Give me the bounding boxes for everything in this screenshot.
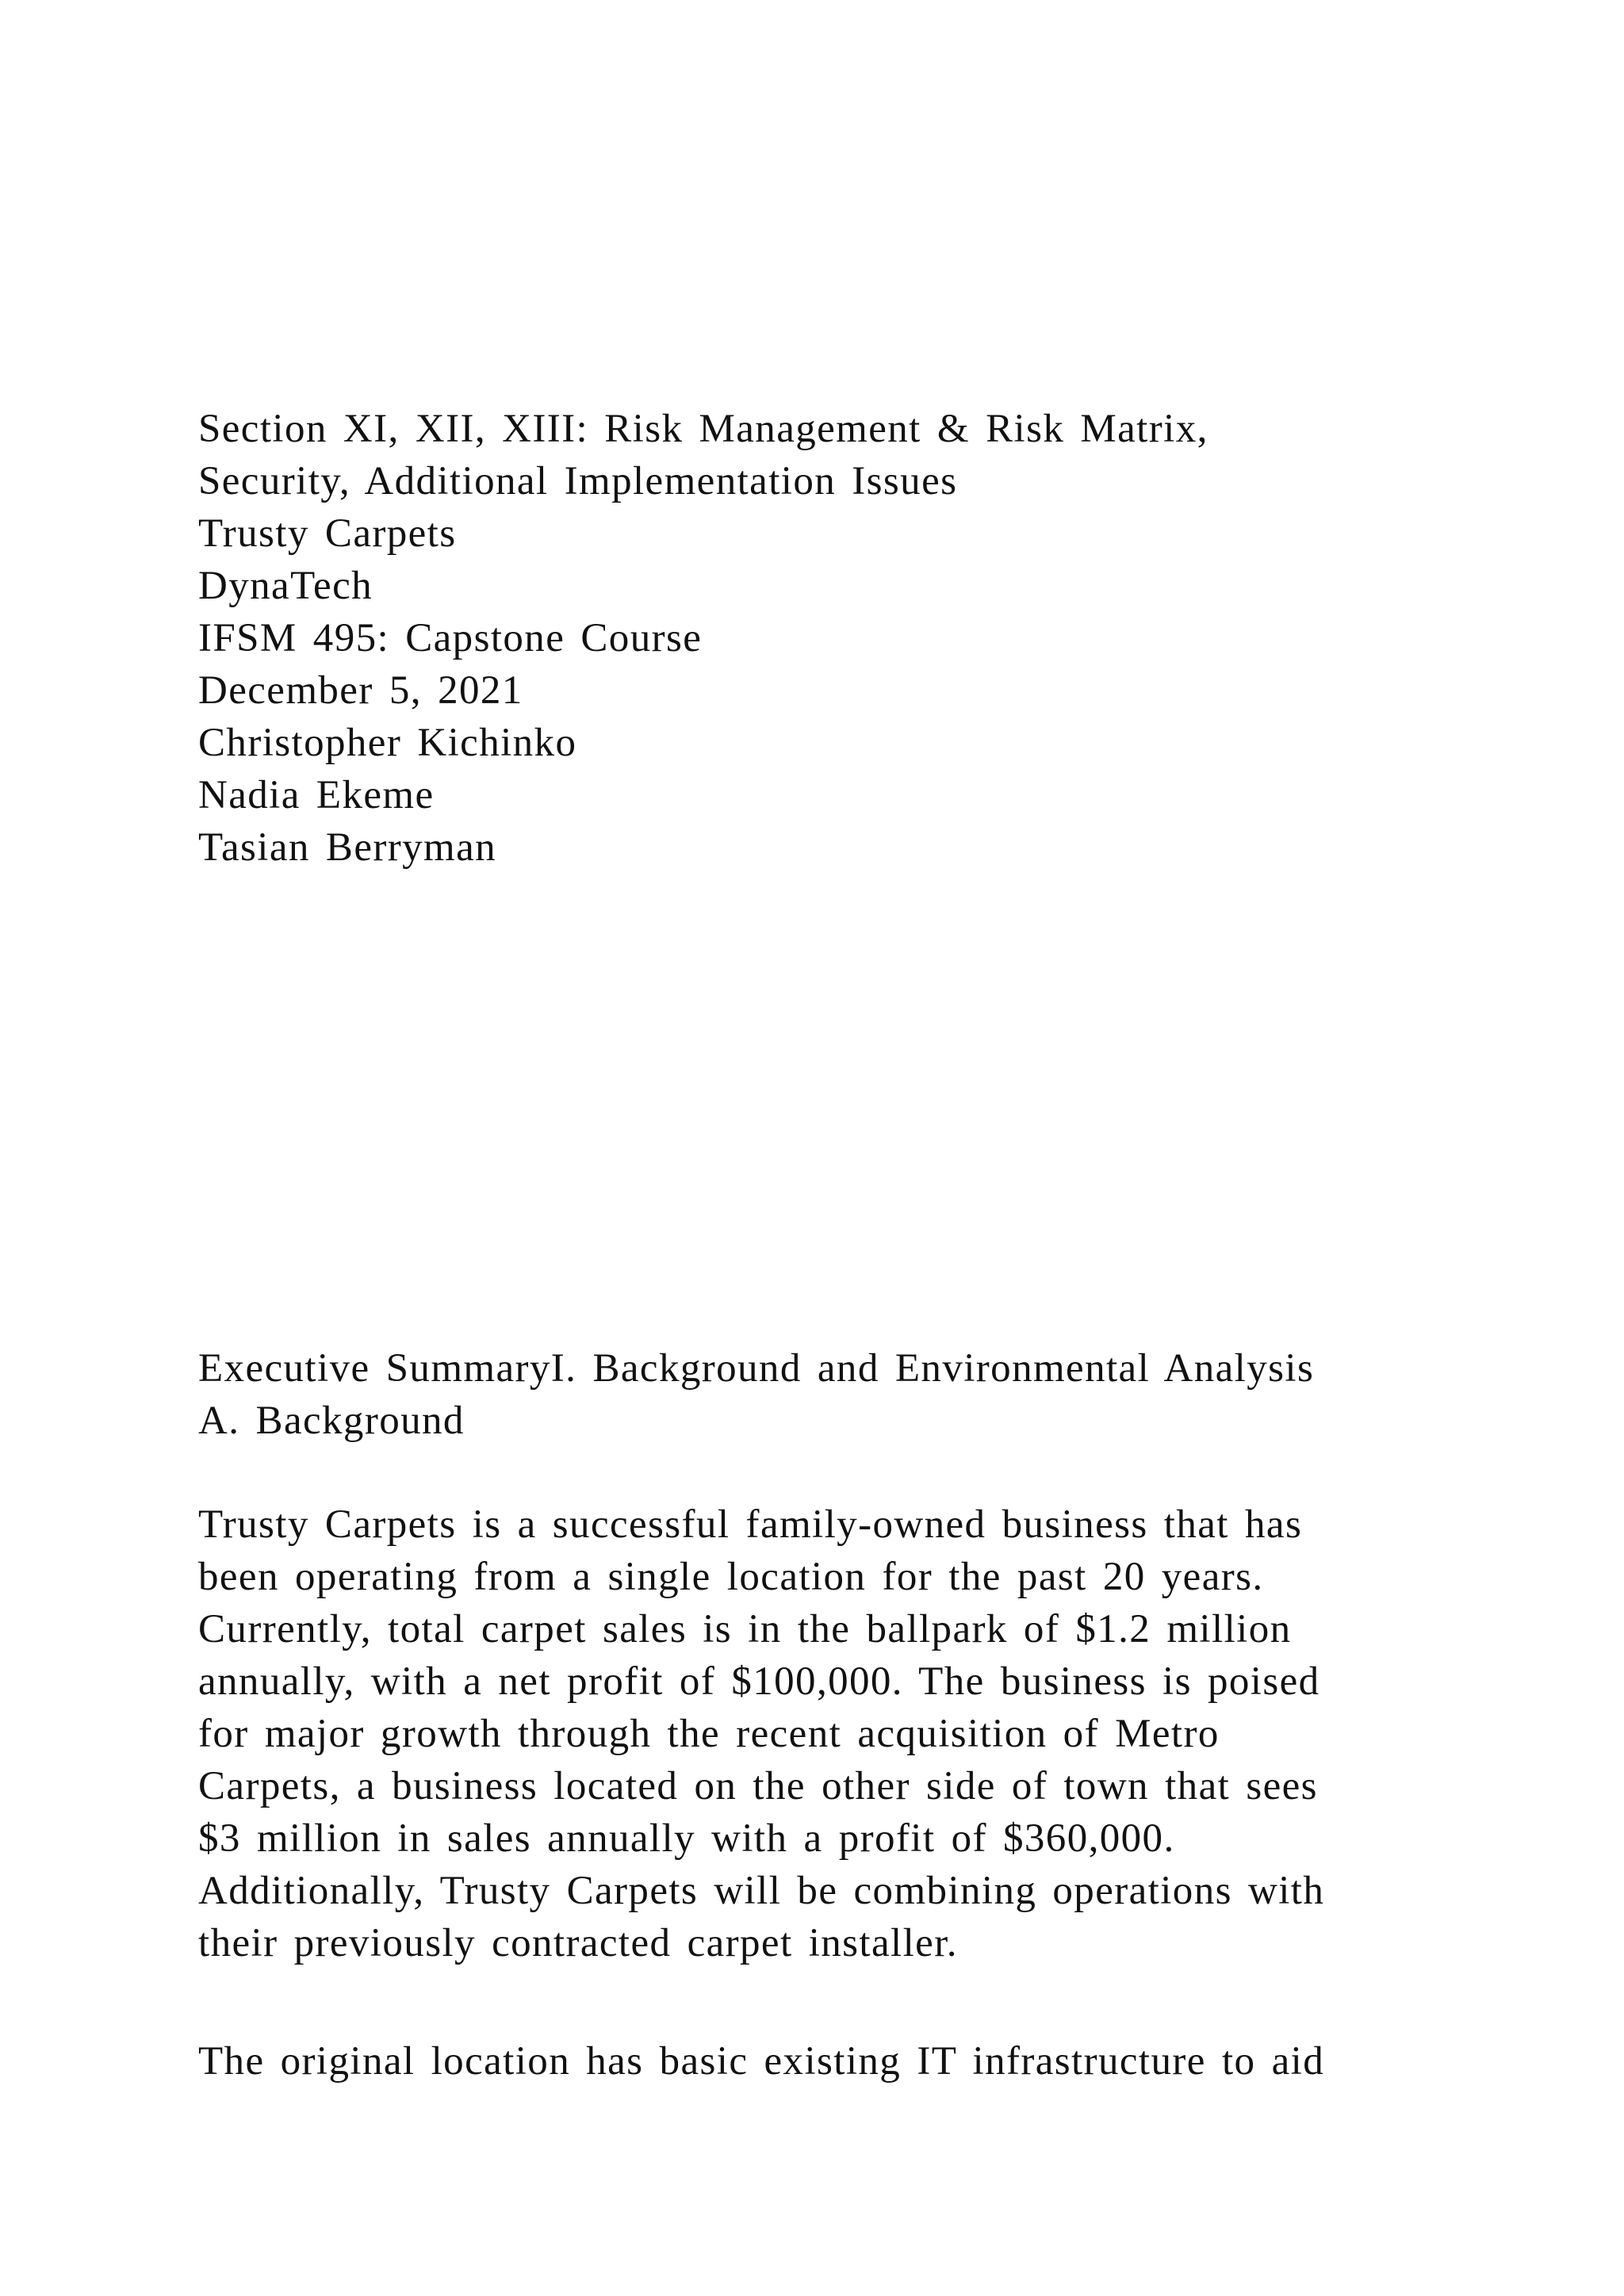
paragraph-line: Carpets, a business located on the other side of town that sees [198,1764,1318,1808]
subsection-heading: A. Background [198,1399,465,1443]
author-1: Christopher Kichinko [198,721,577,765]
paragraph-line: $3 million in sales annually with a profit of $360,000. [198,1816,1175,1861]
paragraph-line: Additionally, Trusty Carpets will be combining operations with [198,1869,1325,1913]
section-heading: Executive SummaryI. Background and Environmental Analysis [198,1346,1315,1391]
title-line-2: Security, Additional Implementation Issues [198,459,958,503]
paragraph-line: their previously contracted carpet installer. [198,1921,958,1965]
author-3: Tasian Berryman [198,825,497,870]
paragraph-line: been operating from a single location for the past 20 years. [198,1555,1264,1599]
course-name: IFSM 495: Capstone Course [198,616,703,660]
title-line-1: Section XI, XII, XIII: Risk Management & Risk Matrix, [198,407,1208,451]
title-page-block [198,403,1435,874]
background-paragraph-1 [198,1498,1435,1969]
background-paragraph-2 [198,2035,1435,2087]
client-name: Trusty Carpets [198,511,457,556]
paragraph-line: The original location has basic existing IT infrastructure to aid [198,2039,1325,2084]
paragraph-line: for major growth through the recent acquisition of Metro [198,1712,1220,1756]
author-2: Nadia Ekeme [198,773,435,817]
document-date: December 5, 2021 [198,668,523,713]
paragraph-line: annually, with a net profit of $100,000. The business is poised [198,1659,1320,1704]
team-name: DynaTech [198,564,373,608]
section-heading-block [198,1342,1435,1447]
paragraph-line: Trusty Carpets is a successful family-owned business that has [198,1502,1303,1547]
paragraph-line: Currently, total carpet sales is in the ballpark of $1.2 million [198,1607,1292,1651]
